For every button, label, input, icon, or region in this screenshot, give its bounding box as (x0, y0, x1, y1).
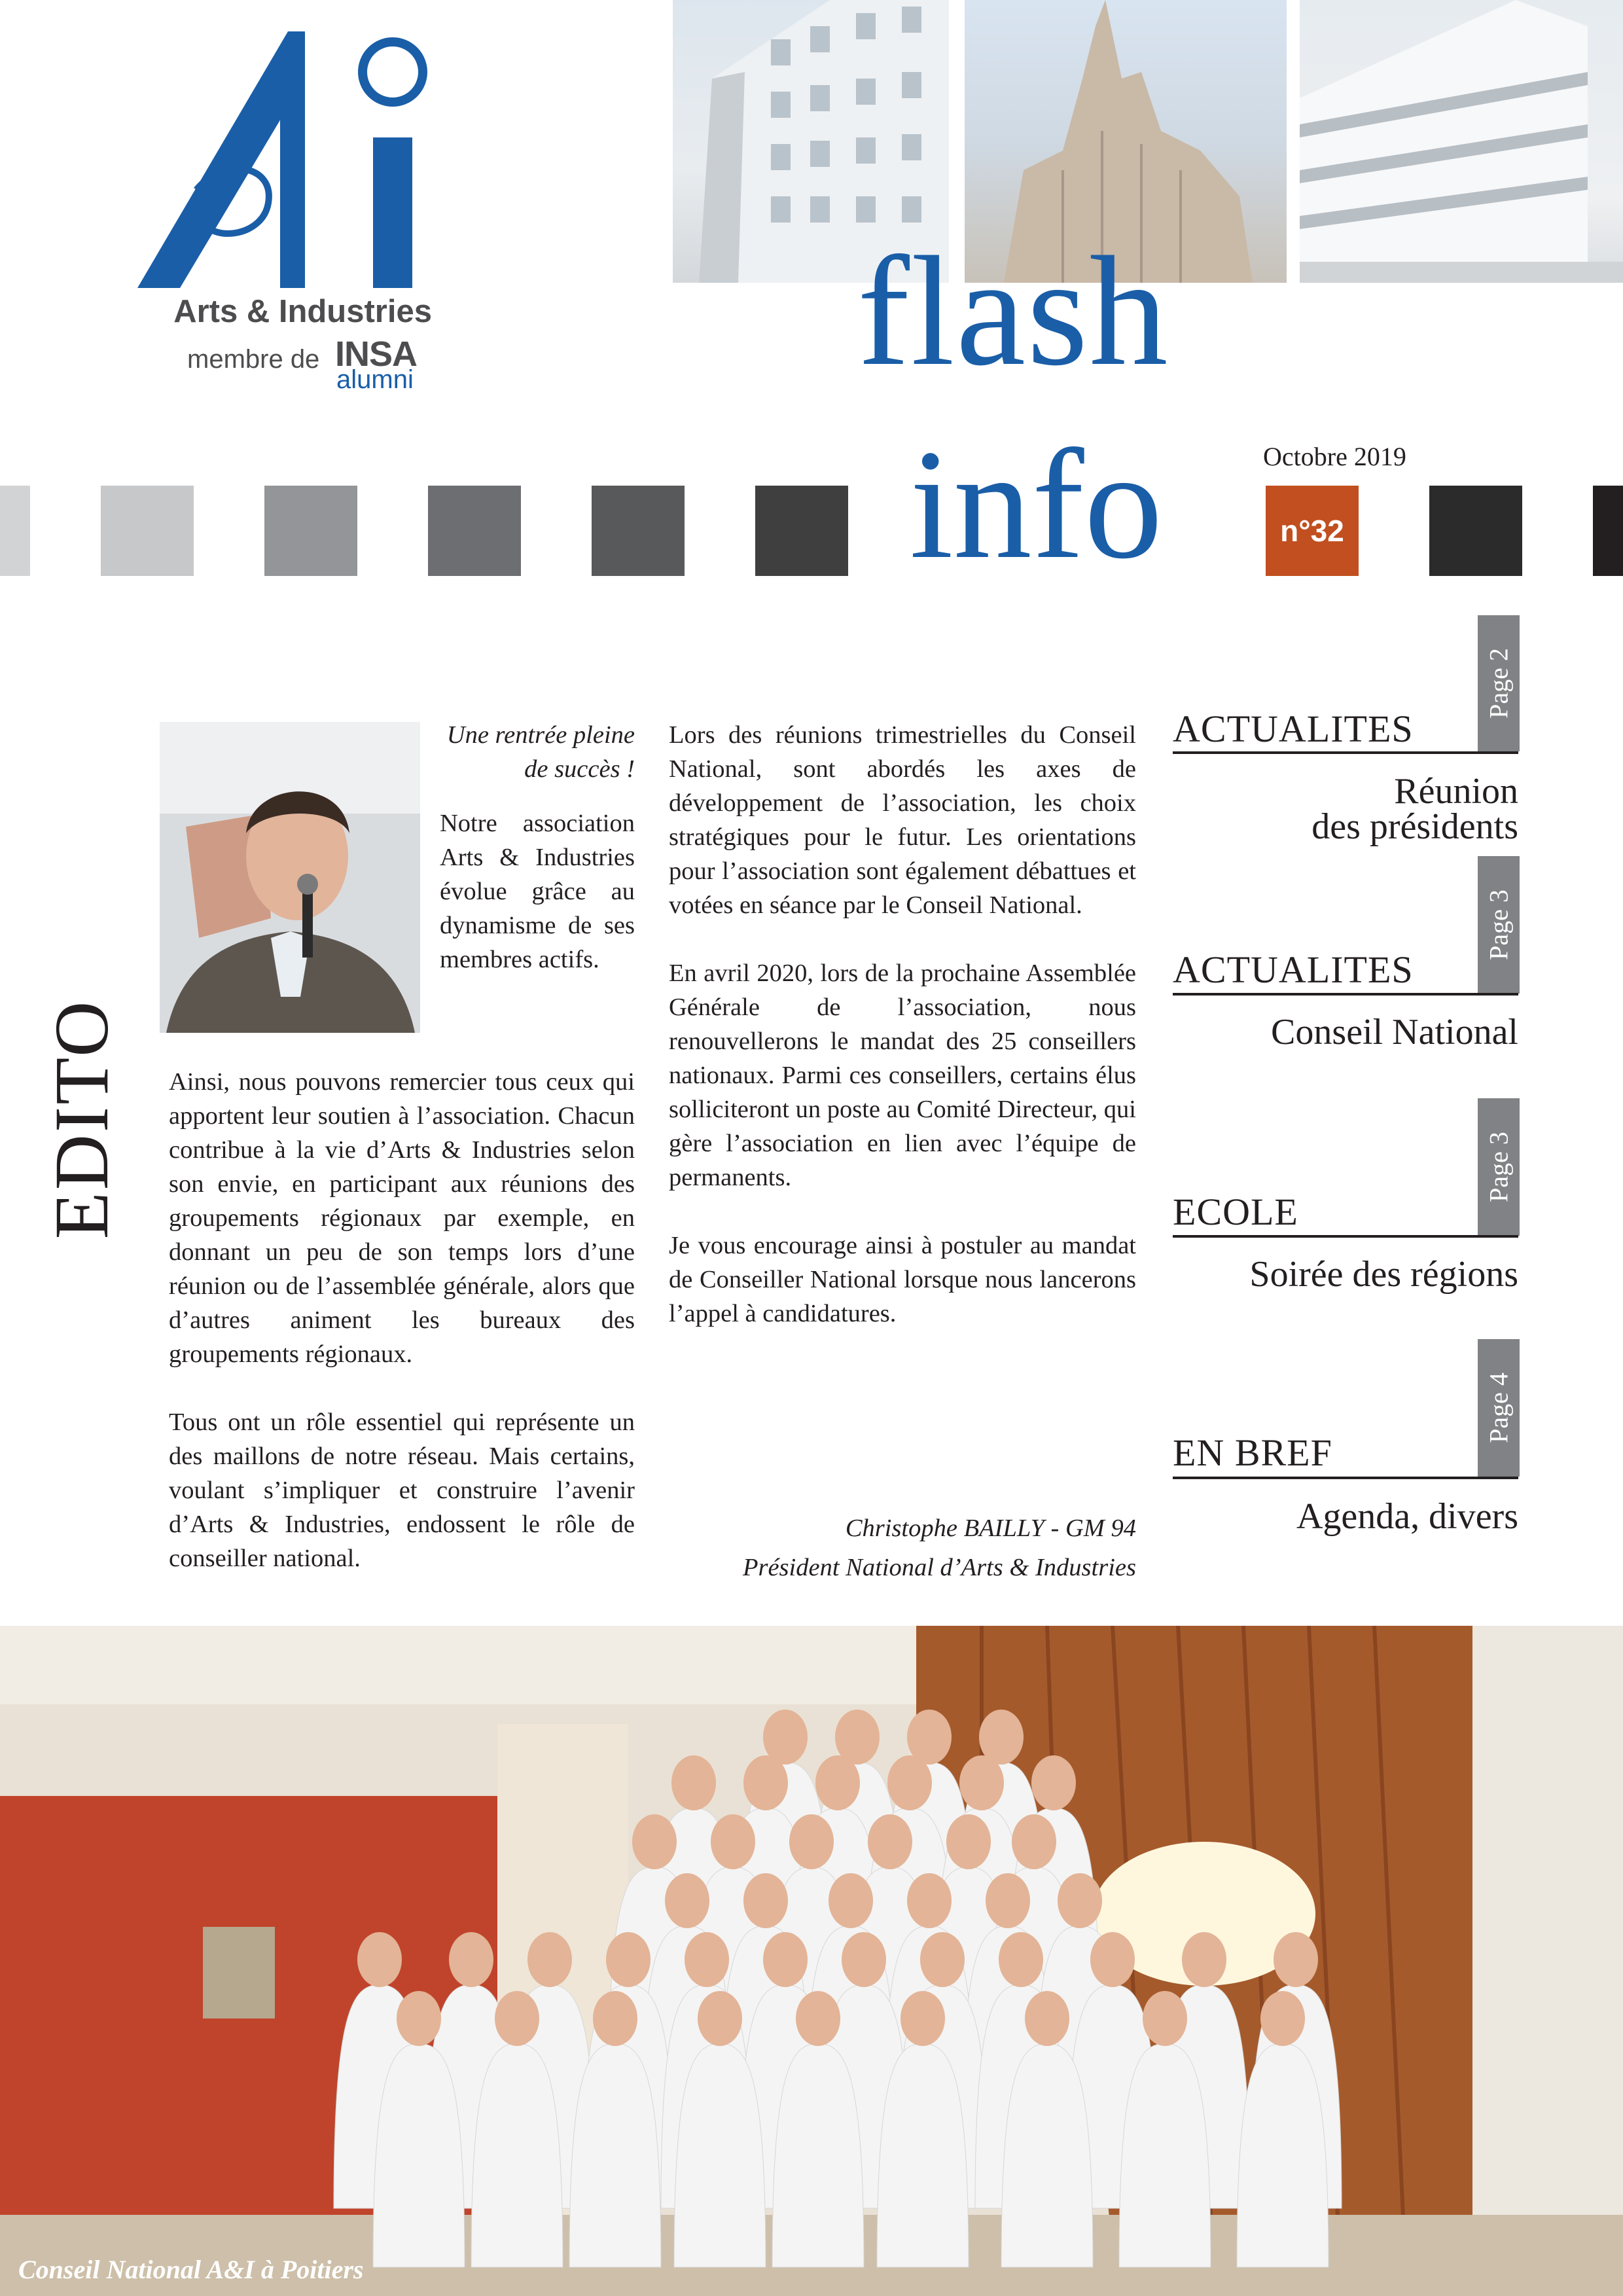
person-head (907, 1873, 952, 1928)
person-head (593, 1991, 637, 2046)
person-head (868, 1814, 912, 1869)
signature-title: Président National d’Arts & Industries (742, 1554, 1136, 1581)
person-head (796, 1991, 840, 2046)
president-portrait (160, 722, 420, 1033)
person-head (842, 1932, 886, 1987)
toc-section[interactable]: ACTUALITES (1173, 948, 1414, 991)
person-head (449, 1932, 493, 1987)
stripe-square (755, 486, 848, 576)
person-head (685, 1932, 729, 1987)
toc-rule (1173, 1477, 1518, 1479)
toc-section[interactable]: ECOLE (1173, 1191, 1298, 1233)
toc-rule (1173, 1235, 1518, 1238)
stripe-square (1429, 486, 1522, 576)
person-shirt (1119, 2043, 1211, 2267)
stripe-square (1593, 486, 1623, 576)
toc-rule (1173, 751, 1518, 754)
edito-paragraph: Je vous encourage ainsi à postuler au mandat de Conseiller National lorsque nous lancerons l’appel à candidatures. (669, 1232, 1136, 1327)
toc-title[interactable]: Soirée des régions (1249, 1254, 1518, 1295)
stripe-square (264, 486, 357, 576)
person-head (397, 1991, 441, 2046)
person-shirt (1237, 2043, 1329, 2267)
page-tab[interactable]: Page 3 (1478, 856, 1520, 994)
person-head (1182, 1932, 1226, 1987)
page-tab[interactable]: Page 2 (1478, 615, 1520, 751)
person-head (632, 1814, 677, 1869)
page-tab[interactable]: Page 3 (1478, 1098, 1520, 1236)
person-shirt (569, 2043, 661, 2267)
stripe-square (0, 486, 30, 576)
person-shirt (772, 2043, 864, 2267)
photo-caption: Conseil National A&I à Poitiers (18, 2255, 364, 2284)
person-head (357, 1932, 402, 1987)
person-head (1025, 1991, 1069, 2046)
toc-rule (1173, 993, 1518, 996)
person-head (665, 1873, 709, 1928)
edito-lead-body: Notre association Arts & Industries évolue grâce au dynamisme de ses membres actifs. (440, 810, 635, 973)
edito-paragraph: En avril 2020, lors de la prochaine Assemblée Générale de l’association, nous renouvellerons le mandat des 25 conseillers nationaux. Parmi ces conseillers, certains élus solliciteront un poste au Comité Directeur, qui gère l’association en lien avec l’équipe de permanents. (669, 960, 1136, 1191)
stripe-square (428, 486, 521, 576)
signature-name: Christophe BAILLY - GM 94 (845, 1515, 1136, 1542)
edito-lead: Une rentrée pleine de succès ! (446, 721, 635, 783)
person-head (527, 1932, 572, 1987)
person-head (671, 1755, 716, 1810)
person-shirt (674, 2043, 766, 2267)
toc-title[interactable]: Conseil National (1271, 1012, 1518, 1052)
person-head (815, 1755, 860, 1810)
person-head (743, 1873, 788, 1928)
person-head (743, 1755, 788, 1810)
person-head (1274, 1932, 1318, 1987)
person-head (1012, 1814, 1056, 1869)
person-head (986, 1873, 1030, 1928)
title-info: info (910, 417, 1163, 591)
header-photo-modern-building (1300, 0, 1623, 283)
toc-section[interactable]: EN BREF (1173, 1431, 1332, 1474)
person-head (1090, 1932, 1135, 1987)
person-shirt (471, 2043, 563, 2267)
person-head (495, 1991, 539, 2046)
insa-label: INSA (335, 334, 418, 374)
alumni-label: alumni (336, 365, 414, 394)
person-head (1260, 1991, 1305, 2046)
title-flash: flash (857, 224, 1169, 398)
person-head (763, 1932, 808, 1987)
edito-column-1 (169, 1065, 635, 1609)
person-head (1031, 1755, 1076, 1810)
toc-section[interactable]: ACTUALITES (1173, 708, 1414, 750)
issue-date: Octobre 2019 (1263, 442, 1406, 471)
person-head (887, 1755, 932, 1810)
person-head (829, 1873, 873, 1928)
stripe-square (101, 486, 194, 576)
edito-paragraph: Tous ont un rôle essentiel qui représente un des maillons de notre réseau. Mais certains, voulant s’impliquer et construire l’avenir d’Arts & Industries, endossent le rôle de conseiller national. (169, 1408, 635, 1572)
edito-column-2 (669, 718, 1136, 1365)
person-head (606, 1932, 651, 1987)
group-photo (0, 1626, 1623, 2296)
org-name: Arts & Industries (173, 294, 432, 329)
person-head (946, 1814, 991, 1869)
edito-title: EDITO (39, 999, 124, 1240)
person-shirt (877, 2043, 969, 2267)
member-prefix: membre de (187, 345, 320, 374)
issue-number-badge: n°32 (1266, 486, 1359, 576)
person-head (1143, 1991, 1187, 2046)
toc-title[interactable]: Agenda, divers (1296, 1496, 1518, 1537)
edito-paragraph: Ainsi, nous pouvons remercier tous ceux qui apportent leur soutien à l’association. Chacun contribue à la vie d’Arts & Industries selon son envie, en participant aux réunions des groupements régionaux par exemple, en donnant un peu de son temps lors d’une réunion ou de l’assemblée générale, alors que d’autres animent les bureaux des groupements régionaux. (169, 1068, 635, 1368)
person-head (901, 1991, 945, 2046)
person-head (711, 1814, 755, 1869)
edito-paragraph: Lors des réunions trimestrielles du Conseil National, sont abordés les axes de développement de l’association, les choix stratégiques pour le futur. Les orientations pour l’association sont également débattues et votées en séance par le Conseil National. (669, 721, 1136, 919)
person-head (920, 1932, 965, 1987)
person-shirt (373, 2043, 465, 2267)
edito-signature (669, 1509, 1136, 1587)
person-head (789, 1814, 834, 1869)
person-shirt (1001, 2043, 1093, 2267)
toc-title[interactable]: Réunion des présidents (1311, 771, 1518, 847)
stripe-square (592, 486, 685, 576)
person-head (698, 1991, 742, 2046)
person-head (1058, 1873, 1102, 1928)
person-head (959, 1755, 1004, 1810)
person-head (999, 1932, 1043, 1987)
page-tab[interactable]: Page 4 (1478, 1339, 1520, 1477)
